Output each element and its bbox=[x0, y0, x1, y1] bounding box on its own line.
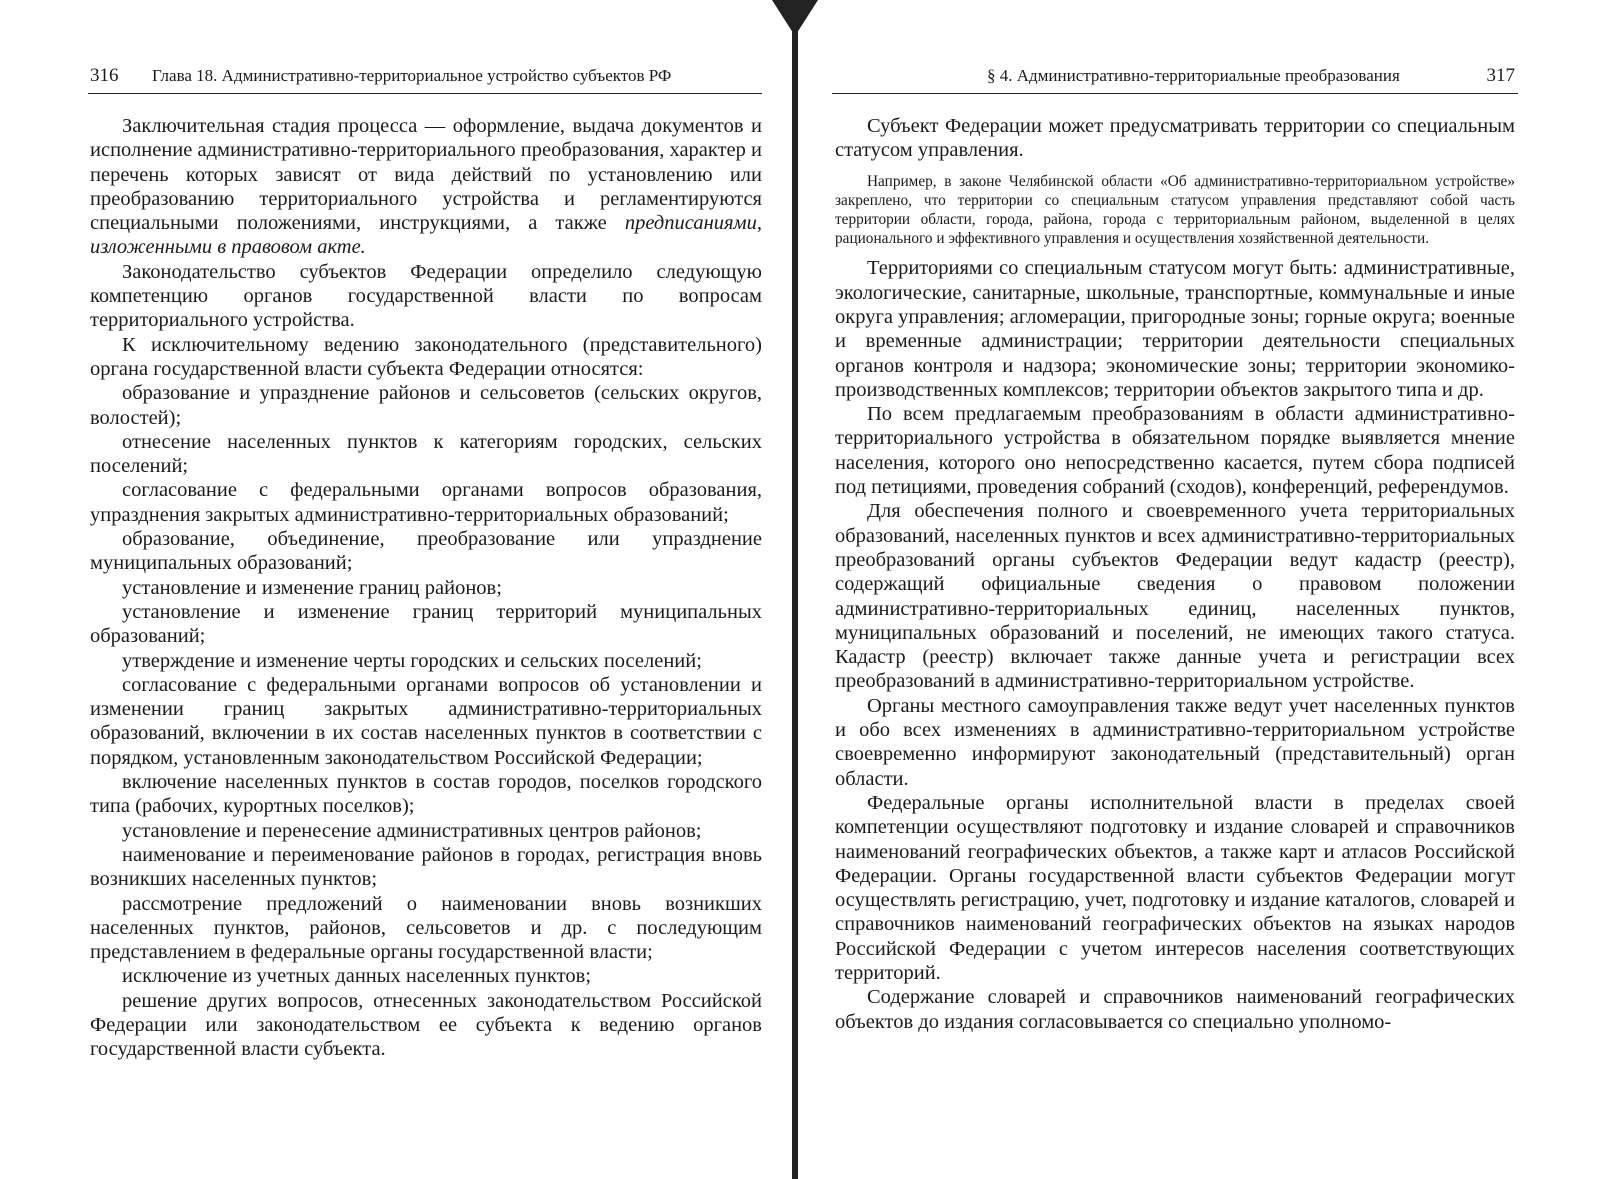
left-running-head-title: Глава 18. Административно-территориальное устройство субъектов РФ bbox=[152, 66, 672, 85]
book-gutter bbox=[792, 0, 798, 1179]
paragraph: Территориями со специальным статусом могут быть: административные, экологические, санитарные, школьные, транспортные, коммунальные и иные округа управления; агломерации, пригородные зоны; горные округа; военные и временные администрации; территории деятельности специальных органов контроля и надзора; экономические зоны; территории экономико-производственных комплексов; территории объектов закрытого типа и др. bbox=[835, 257, 1515, 401]
list-item: наименование и переименование районов в городах, регистрация вновь возникших населенных пунктов; bbox=[90, 843, 762, 891]
paragraph: Для обеспечения полного и своевременного учета территориальных образований, населенных пунктов и всех административно-территориальных преобразований органы субъектов Федерации ведут кадастр (реестр), содержащий официальные сведения о правовом положении административно-территориальных единиц, населенных пунктов, муниципальных образований и поселений, не имеющих такого статуса. Кадастр (реестр) включает также данные учета и регистрации всех преобразований в административно-территориальном устройстве. bbox=[835, 500, 1515, 693]
list-item: утверждение и изменение черты городских и сельских поселений; bbox=[122, 649, 702, 672]
list-item: согласование с федеральными органами вопросов образования, упразднения закрытых административно-территориальных образований; bbox=[90, 479, 762, 526]
right-page bbox=[800, 0, 1600, 1179]
list-item: включение населенных пунктов в состав городов, поселков городского типа (рабочих, курортных поселков); bbox=[90, 771, 762, 818]
left-body-text bbox=[90, 114, 762, 1062]
paragraph: Органы местного самоуправления также ведут учет населенных пунктов и обо всех изменениях в административно-территориальном устройстве своевременно информируют законодательный (представительный) орган области. bbox=[835, 694, 1515, 790]
example-note: Например, в законе Челябинской области «Об административно-территориальном устройстве» закреплено, что территории со специальным статусом управления представляют собой часть территории области, города, района, города с территориальным районом, выделенной в целях рационального и эффективного управления и осуществления хозяйственной деятельности. bbox=[835, 172, 1515, 248]
list-item: образование и упразднение районов и сельсоветов (сельских округов, волостей); bbox=[90, 382, 762, 429]
list-item: решение других вопросов, отнесенных законодательством Российской Федерации или законодательством ее субъекта к ведению органов государственной власти субъекта. bbox=[90, 989, 762, 1061]
right-body-text bbox=[835, 114, 1515, 1034]
list-item: рассмотрение предложений о наименовании вновь возникших населенных пунктов, районов, сельсоветов и др. с последующим представлением в федеральные органы государственной власти; bbox=[90, 892, 762, 964]
paragraph: Законодательство субъектов Федерации определило следующую компетенцию органов государственной власти по вопросам территориального устройства. bbox=[90, 260, 762, 332]
list-item: установление и изменение границ районов; bbox=[122, 576, 502, 599]
list-item: установление и перенесение административных центров районов; bbox=[122, 819, 702, 842]
list-item: образование, объединение, преобразование или упразднение муниципальных образований; bbox=[90, 528, 762, 575]
list-item: отнесение населенных пунктов к категориям городских, сельских поселений; bbox=[90, 430, 762, 478]
paragraph: По всем предлагаемым преобразованиям в области административно-территориального устройства в обязательном порядке выявляется мнение населения, которого оно непосредственно касается, путем сбора подписей под петициями, проведения собраний (сходов), конференций, референдумов. bbox=[835, 403, 1515, 499]
left-page-number: 316 bbox=[90, 65, 119, 86]
paragraph: Субъект Федерации может предусматривать территории со специальным статусом управления. bbox=[835, 115, 1515, 162]
right-page-number: 317 bbox=[1486, 65, 1515, 86]
italic-phrase: предписаниями, изложенными в правовом акте. bbox=[90, 212, 763, 259]
right-running-header bbox=[835, 62, 1515, 90]
paragraph: Федеральные органы исполнительной власти в пределах своей компетенции осуществляют подготовку и издание словарей и справочников наименований географических объектов, а также карт и атласов Российской Федерации. Органы государственной власти субъектов Федерации могут осуществлять регистрацию, учет, подготовку и издание каталогов, словарей и справочников наименований географических объектов на языках народов Российской Федерации с учетом интересов населения соответствующих территорий. bbox=[835, 791, 1515, 985]
right-running-head-title: § 4. Административно-территориальные преобразования bbox=[987, 66, 1400, 85]
list-item: согласование с федеральными органами вопросов об установлении и изменении границ закрытых административно-территориальных образований, включении в их состав населенных пунктов в соответствии с порядком, установленным законодательством Российской Федерации; bbox=[90, 673, 762, 769]
list-item: установление и изменение границ территорий муниципальных образований; bbox=[90, 600, 762, 648]
left-page bbox=[0, 0, 790, 1179]
left-header-rule bbox=[88, 93, 762, 94]
right-header-rule bbox=[832, 93, 1518, 94]
paragraph: Заключительная стадия процесса — оформление, выдача документов и исполнение административно-территориального преобразования, характер и перечень которых зависят от вида действий по установлению или преобразованию территориального устройства и регламентируются специальными положениями, инструкциями, а также предписаниями, изложенными в правовом акте. bbox=[90, 115, 763, 259]
left-running-header bbox=[90, 62, 762, 90]
paragraph: К исключительному ведению законодательного (представительного) органа государственной власти субъекта Федерации относятся: bbox=[90, 333, 762, 380]
list-item: исключение из учетных данных населенных пунктов; bbox=[122, 965, 592, 988]
paragraph: Содержание словарей и справочников наименований географических объектов до издания согласовывается со специально уполномо- bbox=[835, 986, 1515, 1033]
